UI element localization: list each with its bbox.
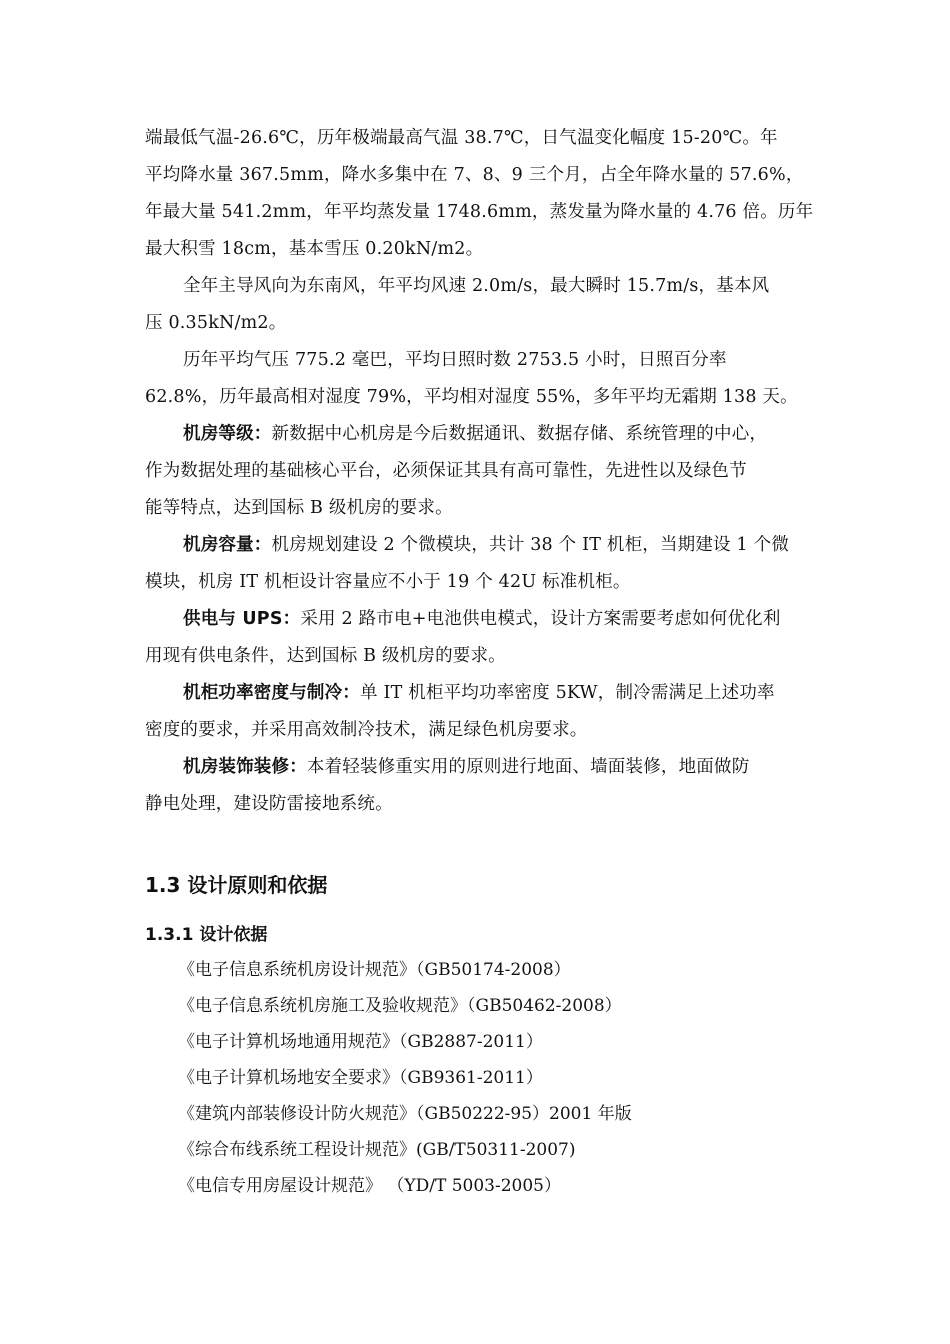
capacity-paragraph bbox=[183, 533, 789, 557]
cooling-label: 机柜功率密度与制冷： bbox=[183, 683, 360, 703]
subsection-heading: 1.3.1 设计依据 bbox=[145, 925, 268, 945]
climate-line-4: 最大积雪 18cm，基本雪压 0.20kN/m2。 bbox=[145, 239, 484, 259]
grade-text-1: 新数据中心机房是今后数据通讯、数据存储、系统管理的中心， bbox=[271, 424, 768, 444]
climate-line-1: 端最低气温-26.6℃，历年极端最高气温 38.7℃，日气温变化幅度 15-20℃。年 bbox=[145, 128, 778, 148]
grade-paragraph bbox=[183, 422, 767, 446]
grade-label: 机房等级： bbox=[183, 424, 272, 444]
reference-item: 《综合布线系统工程设计规范》(GB/T50311-2007) bbox=[178, 1140, 576, 1160]
reference-item: 《电子信息系统机房施工及验收规范》（GB50462-2008） bbox=[178, 996, 622, 1016]
cooling-paragraph bbox=[183, 681, 775, 705]
reference-item: 《建筑内部装修设计防火规范》（GB50222-95）2001 年版 bbox=[178, 1104, 632, 1124]
power-paragraph bbox=[183, 607, 781, 631]
reference-item: 《电子计算机场地安全要求》（GB9361-2011） bbox=[178, 1068, 543, 1088]
capacity-line-2: 模块，机房 IT 机柜设计容量应不小于 19 个 42U 标准机柜。 bbox=[145, 572, 631, 592]
wind-line-1: 全年主导风向为东南风，年平均风速 2.0m/s，最大瞬时 15.7m/s，基本风 bbox=[183, 276, 770, 296]
cooling-line-2: 密度的要求，并采用高效制冷技术，满足绿色机房要求。 bbox=[145, 720, 588, 740]
wind-line-2: 压 0.35kN/m2。 bbox=[145, 313, 287, 333]
capacity-label: 机房容量： bbox=[183, 535, 272, 555]
pressure-line-2: 62.8%，历年最高相对湿度 79%，平均相对湿度 55%，多年平均无霜期 138 天。 bbox=[145, 387, 798, 407]
reference-item: 《电子计算机场地通用规范》（GB2887-2011） bbox=[178, 1032, 543, 1052]
climate-line-3: 年最大量 541.2mm，年平均蒸发量 1748.6mm，蒸发量为降水量的 4.76 倍。历年 bbox=[145, 202, 814, 222]
decoration-paragraph bbox=[183, 755, 749, 779]
cooling-text-1: 单 IT 机柜平均功率密度 5KW，制冷需满足上述功率 bbox=[360, 683, 775, 703]
reference-item: 《电子信息系统机房设计规范》（GB50174-2008） bbox=[178, 960, 571, 980]
power-label: 供电与 UPS： bbox=[183, 609, 301, 629]
decoration-text-1: 本着轻装修重实用的原则进行地面、墙面装修，地面做防 bbox=[306, 757, 750, 777]
grade-line-2: 作为数据处理的基础核心平台，必须保证其具有高可靠性，先进性以及绿色节 bbox=[145, 461, 747, 481]
pressure-line-1: 历年平均气压 775.2 毫巴，平均日照时数 2753.5 小时，日照百分率 bbox=[183, 350, 727, 370]
reference-item: 《电信专用房屋设计规范》 （YD/T 5003-2005） bbox=[178, 1176, 561, 1196]
power-line-2: 用现有供电条件，达到国标 B 级机房的要求。 bbox=[145, 646, 506, 666]
decoration-line-2: 静电处理，建设防雷接地系统。 bbox=[145, 794, 393, 814]
climate-line-2: 平均降水量 367.5mm，降水多集中在 7、8、9 三个月，占全年降水量的 57.6%， bbox=[145, 165, 804, 185]
power-text-1: 采用 2 路市电+电池供电模式，设计方案需要考虑如何优化利 bbox=[300, 609, 781, 629]
capacity-text-1: 机房规划建设 2 个微模块，共计 38 个 IT 机柜，当期建设 1 个微 bbox=[271, 535, 790, 555]
grade-line-3: 能等特点，达到国标 B 级机房的要求。 bbox=[145, 498, 453, 518]
decoration-label: 机房装饰装修： bbox=[183, 757, 307, 777]
section-heading: 1.3 设计原则和依据 bbox=[145, 873, 328, 897]
